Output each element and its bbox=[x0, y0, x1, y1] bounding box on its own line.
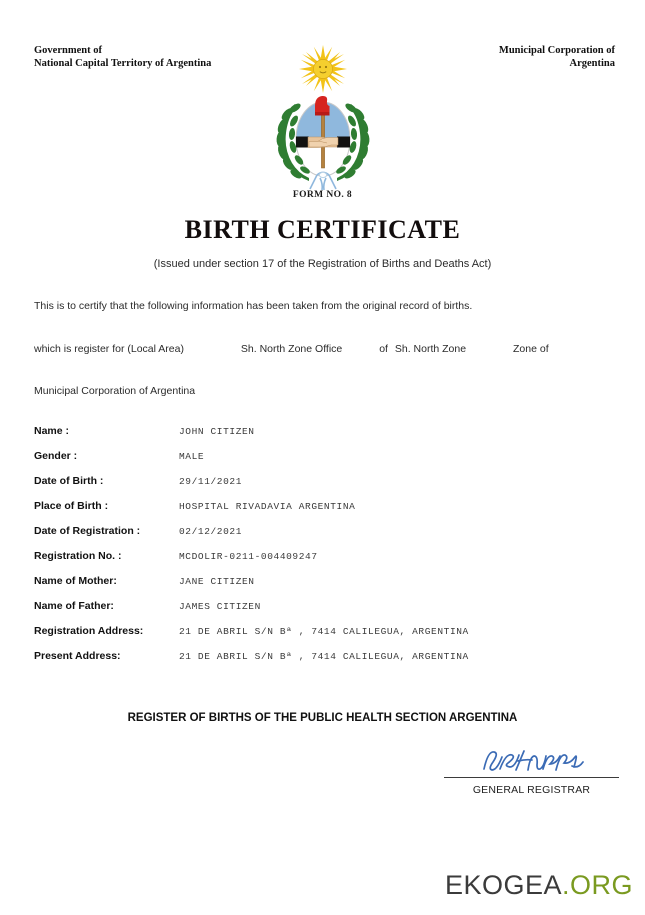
local-area-value: Sh. North Zone Office bbox=[240, 343, 343, 355]
government-line-1: Government of bbox=[34, 45, 102, 56]
certificate-fields bbox=[34, 425, 625, 675]
government-line-2: National Capital Territory of Argentina bbox=[34, 58, 212, 69]
field-present-address-label: Present Address: bbox=[34, 650, 121, 662]
field-name bbox=[34, 425, 625, 450]
field-date-of-birth-label: Date of Birth : bbox=[34, 475, 104, 487]
field-present-address bbox=[34, 650, 625, 675]
municipal-line-2: Argentina bbox=[569, 58, 615, 69]
municipal-corporation-line: Municipal Corporation of Argentina bbox=[34, 385, 196, 397]
field-date-of-registration-label: Date of Registration : bbox=[34, 525, 141, 537]
of-label: of bbox=[379, 343, 388, 355]
watermark-tld-text: .ORG bbox=[561, 870, 633, 900]
field-date-of-birth-value: 29/11/2021 bbox=[179, 476, 243, 487]
field-date-of-registration bbox=[34, 525, 625, 550]
field-registration-no-value: MCDOLIR-0211-004409247 bbox=[179, 551, 318, 562]
field-name-of-father-label: Name of Father: bbox=[34, 600, 114, 612]
field-place-of-birth-label: Place of Birth : bbox=[34, 500, 109, 512]
field-name-of-mother-value: JANE CITIZEN bbox=[179, 576, 255, 587]
field-registration-address-label: Registration Address: bbox=[34, 625, 144, 637]
watermark-main-text: EKOGEA bbox=[444, 870, 562, 900]
field-date-of-birth bbox=[34, 475, 625, 500]
field-place-of-birth-value: HOSPITAL RIVADAVIA ARGENTINA bbox=[179, 501, 356, 512]
certificate-subtitle: (Issued under section 17 of the Registration of Births and Deaths Act) bbox=[153, 258, 492, 270]
document-header bbox=[0, 44, 645, 194]
field-registration-address bbox=[34, 625, 625, 650]
page-title: BIRTH CERTIFICATE bbox=[184, 215, 461, 244]
field-gender-label: Gender : bbox=[34, 450, 78, 462]
field-place-of-birth bbox=[34, 500, 625, 525]
field-name-of-father bbox=[34, 600, 625, 625]
field-gender-value: MALE bbox=[179, 451, 205, 462]
field-name-label: Name : bbox=[34, 425, 70, 437]
general-registrar-label: GENERAL REGISTRAR bbox=[472, 784, 591, 796]
signature-rule bbox=[444, 777, 619, 778]
argentina-coat-of-arms-icon bbox=[265, 42, 381, 192]
ekogea-watermark bbox=[445, 870, 633, 901]
zone-of-label: Zone of bbox=[513, 343, 549, 355]
register-for-label: which is register for (Local Area) bbox=[34, 343, 184, 355]
municipal-heading bbox=[499, 44, 615, 70]
field-gender bbox=[34, 450, 625, 475]
municipal-line-1: Municipal Corporation of bbox=[498, 45, 615, 56]
field-name-of-mother bbox=[34, 575, 625, 600]
form-number: FORM NO. 8 bbox=[292, 190, 353, 200]
field-name-of-father-value: JAMES CITIZEN bbox=[179, 601, 261, 612]
field-registration-address-value: 21 DE ABRIL S/N Bª , 7414 CALILEGUA, ARGENTINA bbox=[179, 626, 469, 637]
zone-value: Sh. North Zone bbox=[394, 343, 467, 355]
field-registration-no bbox=[34, 550, 625, 575]
signature-mark-icon bbox=[444, 745, 619, 777]
field-present-address-value: 21 DE ABRIL S/N Bª , 7414 CALILEGUA, ARGENTINA bbox=[179, 651, 469, 662]
field-name-value: JOHN CITIZEN bbox=[179, 426, 255, 437]
register-of-births-heading: REGISTER OF BIRTHS OF THE PUBLIC HEALTH SECTION ARGENTINA bbox=[127, 712, 518, 724]
register-for-line bbox=[34, 343, 625, 355]
field-registration-no-label: Registration No. : bbox=[34, 550, 122, 562]
signature-block bbox=[444, 745, 619, 796]
government-heading bbox=[34, 44, 211, 70]
field-name-of-mother-label: Name of Mother: bbox=[34, 575, 117, 587]
field-date-of-registration-value: 02/12/2021 bbox=[179, 526, 243, 537]
certification-statement: This is to certify that the following information has been taken from the original record of births. bbox=[34, 300, 473, 312]
